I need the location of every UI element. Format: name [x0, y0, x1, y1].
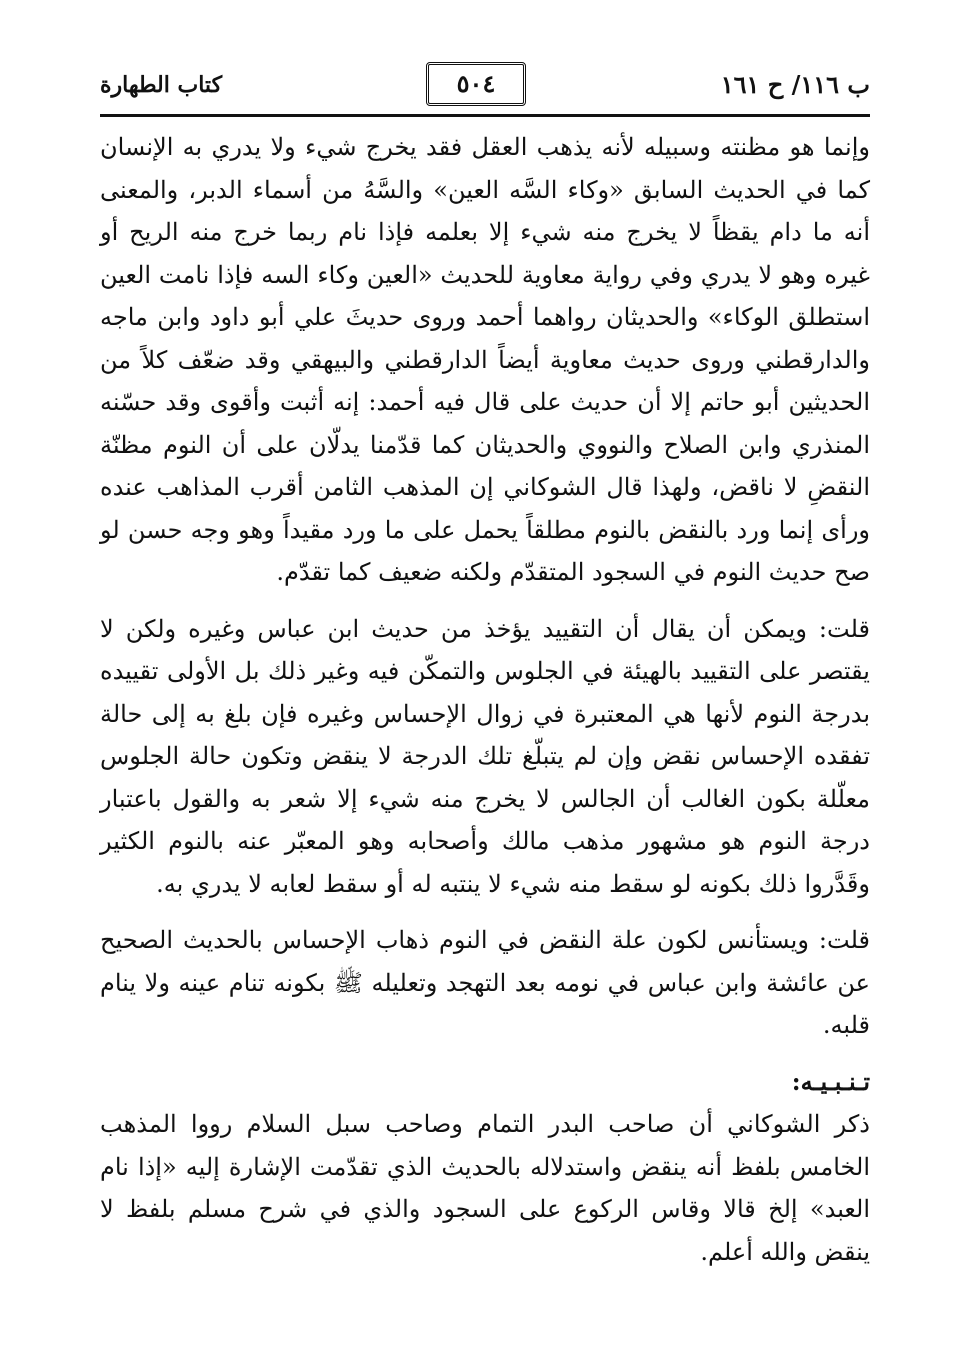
notice-paragraph: ذكر الشوكاني أن صاحب البدر التمام وصاحب سبل السلام رووا المذهب الخامس بلفظ أنه ينقض واستدلاله بالحديث الذي تقدّمت الإشارة إليه «إذا نام العبد» إلخ قالا وقاس الركوع على السجود والذي في شرح مسلم بلفظ لا ينقض والله أعلم. [100, 1110, 870, 1266]
chapter-reference: ب ١١٦/ ح ١٦١ [720, 70, 870, 99]
book-title: كتاب الطهارة [100, 72, 223, 98]
paragraph-3: قلت: ويستأنس لكون علة النقض في النوم ذهاب الإحساس بالحديث الصحيح عن عائشة وابن عباس في نومه بعد التهجد وتعليله ﷺ بكونه تنام عينه ولا ينام قلبه. [100, 926, 871, 1039]
notice-heading: تـنـبـيـه: [791, 1066, 870, 1096]
page-body [100, 126, 870, 1273]
page-header [100, 60, 870, 116]
header-rule [100, 114, 870, 117]
page-number-box: ٥٠٤ [426, 62, 526, 106]
paragraph-2: قلت: ويمكن أن يقال أن التقييد يؤخذ من حديث ابن عباس وغيره ولكن لا يقتصر على التقييد بالهيئة في الجلوس والتمكّن فيه وغير ذلك بل الأولى تقييده بدرجة النوم لأنها هي المعتبرة في زوال الإحساس وغيره فإن بلغ به إلى حالة تفقده الإحساس نقض وإن لم يتبلّغ تلك الدرجة لا ينقض وتكون حالة الجلوس معلّلة بكون الغالب أن الجالس لا يخرج منه شيء إلا شعر به والقول باعتبار درجة النوم هو مشهور مذهب مالك وأصحابه وهو المعبّر عنه بالنوم الكثير وقَدَّروا ذلك بكونه لو سقط منه شيء لا ينتبه له أو سقط لعابه لا يدري به. [100, 614, 870, 898]
paragraph-1: وإنما هو مظنته وسبيله لأنه يذهب العقل فقد يخرج شيء ولا يدري به الإنسان كما في الحديث السابق «وكاء السَّه العين» والسَّهُ من أسماء الدبر، والمعنى أنه ما دام يقظاً لا يخرج منه شيء إلا بعلمه فإذا نام ربما خرج منه الريح أو غيره وهو لا يدري وفي رواية معاوية للحديث «العين وكاء السه فإذا نامت العين استطلق الوكاء» والحديثان رواهما أحمد وروى حديثَ علي أبو داود وابن ماجه والدارقطني وروى حديث معاوية أيضاً الدارقطني والبيهقي وقد ضعّف كلاً من الحديثين أبو حاتم إلا أن حديث على قال فيه أحمد: إنه أثبت وأقوى وقد حسّنه المنذري وابن الصلاح والنووي والحديثان كما قدّمنا يدلّان على أن النوم مظنّة النقضِ لا ناقض، ولهذا قال الشوكاني إن المذهب الثامن أقرب المذاهب عنده ورأى إنما ورد بالنقض بالنوم مطلقاً يحمل على ما ورد مقيداً وهو وجه حسن لو صح حديث النوم في السجود المتقدّم ولكنه ضعيف كما تقدّم. [100, 133, 870, 586]
